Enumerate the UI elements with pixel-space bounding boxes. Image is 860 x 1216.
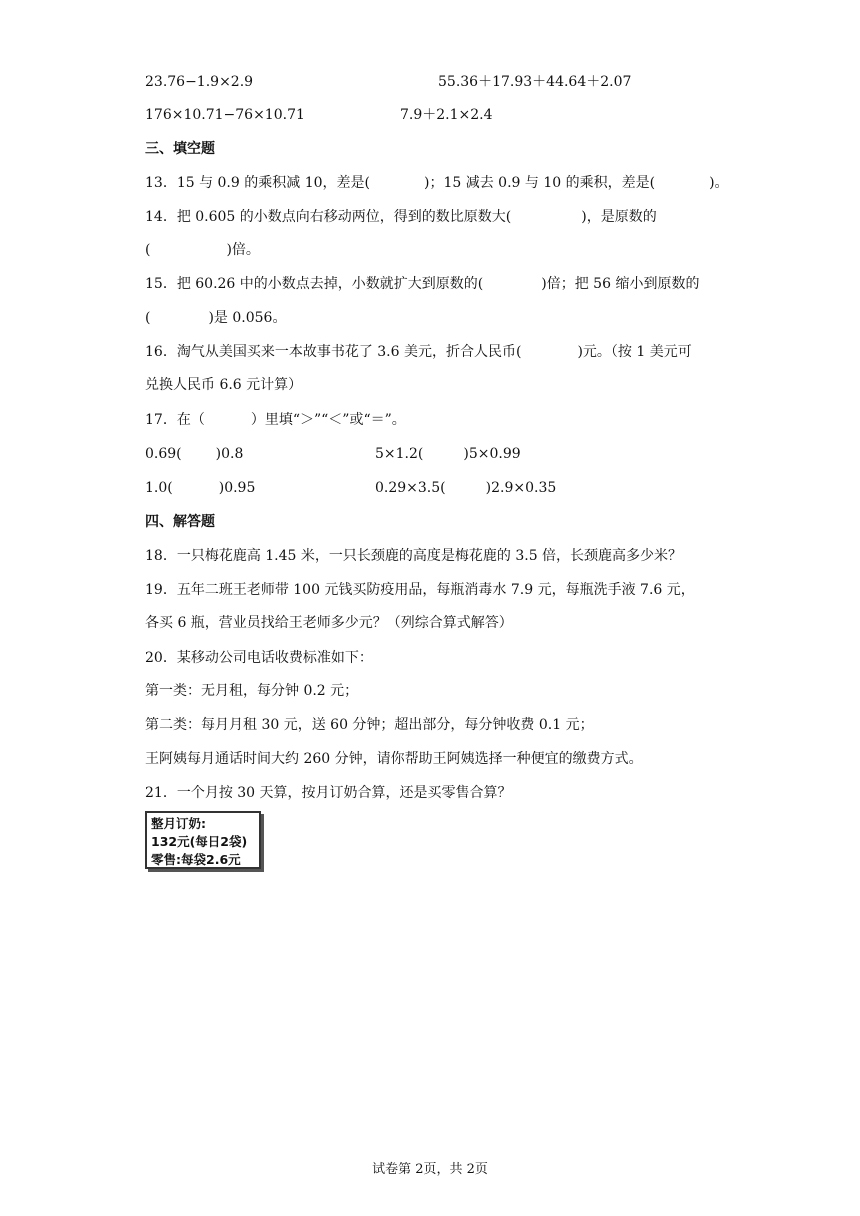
compare-right: )0.8 <box>215 446 244 462</box>
question-20-ask: 王阿姨每月通话时间大约 260 分钟，请你帮助王阿姨选择一种便宜的缴费方式。 <box>145 751 643 767</box>
section-heading-fill-blank: 三、填空题 <box>145 141 215 157</box>
question-20: 20．某移动公司电话收费标准如下： <box>145 650 373 666</box>
question-15 <box>145 273 699 295</box>
compare-left: 0.29×3.5( <box>375 480 446 496</box>
question-text: ）里填“＞”“＜”或“＝”。 <box>250 412 406 428</box>
question-16-cont <box>145 374 302 396</box>
notice-line: 零售:每袋2.6元 <box>151 852 241 867</box>
question-text: )。 <box>709 175 729 191</box>
question-text: 13．15 与 0.9 的乘积减 10，差是( <box>145 175 370 191</box>
notice-line: 132元(每日2袋) <box>151 834 248 849</box>
question-text: )是 0.056。 <box>208 310 287 326</box>
question-text: )；15 减去 0.9 与 10 的乘积，差是( <box>423 175 656 191</box>
milk-price-notice <box>145 811 261 869</box>
compare-left: 1.0( <box>145 480 173 496</box>
calc-expression: 23.76−1.9×2.9 <box>145 74 254 90</box>
compare-item <box>145 443 243 465</box>
question-text: ( <box>145 242 151 258</box>
compare-item <box>375 477 556 499</box>
question-14 <box>145 206 657 228</box>
calc-expression: 7.9＋2.1×2.4 <box>400 107 493 123</box>
compare-item <box>145 477 255 499</box>
question-19-cont: 各买 6 瓶，营业员找给王老师多少元？（列综合算式解答） <box>145 615 513 631</box>
question-text: )倍；把 56 缩小到原数的 <box>541 276 700 292</box>
question-19: 19．五年二班王老师带 100 元钱买防疫用品，每瓶消毒水 7.9 元，每瓶洗手液 7.6 元， <box>145 582 695 598</box>
question-20-option-2: 第二类：每月月租 30 元，送 60 分钟；超出部分，每分钟收费 0.1 元； <box>145 717 594 733</box>
question-18: 18．一只梅花鹿高 1.45 米，一只长颈鹿的高度是梅花鹿的 3.5 倍，长颈鹿高多少米？ <box>145 548 683 564</box>
question-text: 17．在（ <box>145 412 205 428</box>
question-15-cont <box>145 307 286 329</box>
compare-right: )5×0.99 <box>463 446 521 462</box>
question-text: 16．淘气从美国买来一本故事书花了 3.6 美元，折合人民币( <box>145 344 522 360</box>
notice-line: 整月订奶: <box>151 816 206 831</box>
question-17 <box>145 409 406 431</box>
question-text: 14．把 0.605 的小数点向右移动两位，得到的数比原数大( <box>145 209 512 225</box>
question-16 <box>145 341 692 363</box>
calc-row-2 <box>145 104 305 126</box>
calc-expression: 55.36＋17.93＋44.64＋2.07 <box>438 74 632 90</box>
question-text: ( <box>145 310 151 326</box>
calc-expression: 176×10.71−76×10.71 <box>145 107 305 123</box>
question-14-cont <box>145 239 260 261</box>
page-footer: 试卷第 2页，共 2页 <box>372 1162 488 1177</box>
question-text: 兑换人民币 6.6 元计算） <box>145 377 303 393</box>
compare-right: )2.9×0.35 <box>485 480 557 496</box>
question-text: 15．把 60.26 中的小数点去掉，小数就扩大到原数的( <box>145 276 484 292</box>
question-text: )倍。 <box>226 242 260 258</box>
question-text: )，是原数的 <box>581 209 657 225</box>
compare-left: 0.69( <box>145 446 182 462</box>
question-20-option-1: 第一类：无月租，每分钟 0.2 元； <box>145 683 359 699</box>
question-13 <box>145 172 729 194</box>
compare-left: 5×1.2( <box>375 446 424 462</box>
compare-right: )0.95 <box>218 480 256 496</box>
question-text: )元。（按 1 美元可 <box>577 344 692 360</box>
section-heading-solve: 四、解答题 <box>145 514 215 530</box>
compare-item <box>375 443 521 465</box>
calc-row-1 <box>145 71 253 93</box>
question-21: 21．一个月按 30 天算，按月订奶合算，还是买零售合算？ <box>145 785 512 801</box>
